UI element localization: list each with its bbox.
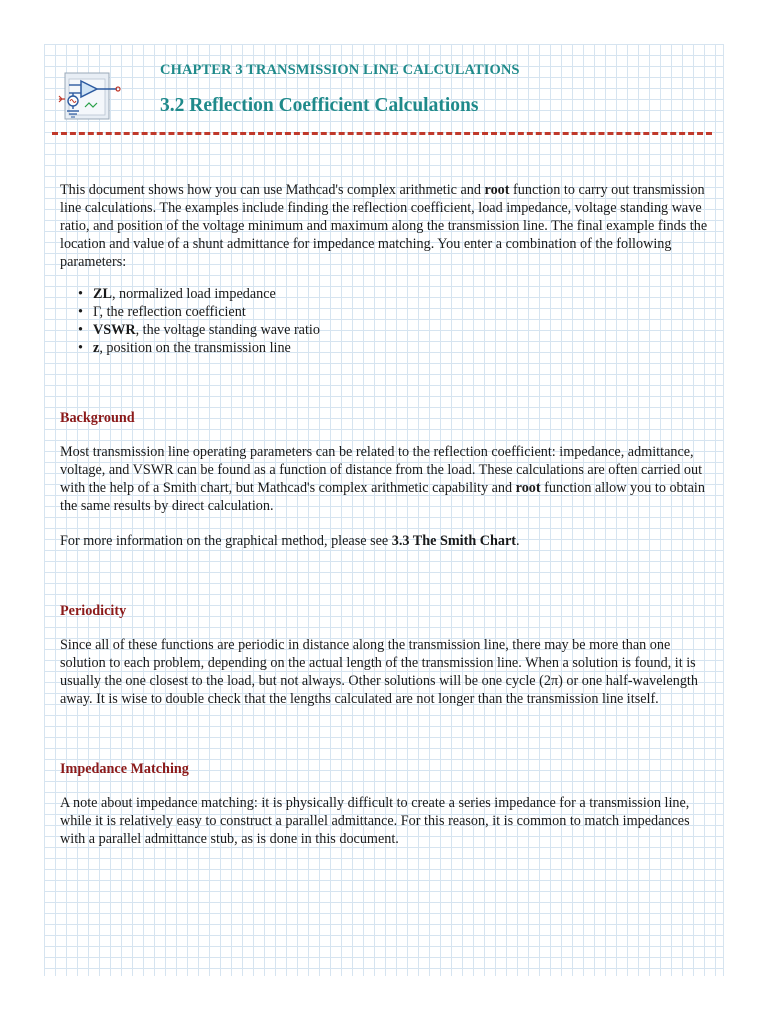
smith-chart-reference: For more information on the graphical method, please see 3.3 The Smith Chart. bbox=[60, 533, 520, 549]
list-item: • z, position on the transmission line bbox=[93, 339, 708, 357]
list-item: • VSWR, the voltage standing wave ratio bbox=[93, 321, 708, 339]
section-divider bbox=[52, 132, 712, 135]
document-body bbox=[60, 181, 708, 848]
background-heading: Background bbox=[60, 410, 135, 426]
chapter-title: CHAPTER 3 TRANSMISSION LINE CALCULATIONS bbox=[160, 62, 520, 78]
parameter-list bbox=[60, 285, 708, 357]
intro-paragraph: This document shows how you can use Mathcad's complex arithmetic and root function to carry out transmission line calculations. The examples include finding the reflection coefficient, load impedance, voltage standing wave ratio, and position of the voltage minimum and maximum along the transmission line. The final example finds the location and value of a shunt admittance for impedance matching. You enter a combination of the following parameters: bbox=[60, 182, 708, 270]
background-paragraph: Most transmission line operating parameters can be related to the reflection coefficient: impedance, admittance, voltage, and VSWR can be found as a function of distance from the load. These calculations are often carried out with the help of a Smith chart, but Mathcad's complex arithmetic capability and root function allow you to obtain the same results by direct calculation. bbox=[60, 444, 705, 514]
list-item: • ZL, normalized load impedance bbox=[93, 285, 708, 303]
impedance-matching-paragraph: A note about impedance matching: it is physically difficult to create a series impedance for a transmission line, while it is relatively easy to construct a parallel admittance. For this reason, it is common to match impedances with a parallel admittance stub, as is done in this document. bbox=[60, 795, 690, 847]
impedance-matching-heading: Impedance Matching bbox=[60, 761, 189, 777]
list-item: • Γ, the reflection coefficient bbox=[93, 303, 708, 321]
periodicity-paragraph: Since all of these functions are periodic in distance along the transmission line, there may be more than one solution to each problem, depending on the actual length of the transmission line. When a solution is found, it is usually the one closest to the load, but not always. Other solutions will be one cycle (2π) or one half-wavelength away. It is wise to double check that the lengths calculated are not longer than the transmission line itself. bbox=[60, 637, 698, 707]
section-title: 3.2 Reflection Coefficient Calculations bbox=[160, 95, 479, 116]
periodicity-heading: Periodicity bbox=[60, 603, 127, 619]
smith-chart-link[interactable]: 3.3 The Smith Chart bbox=[391, 533, 517, 549]
circuit-logo-icon bbox=[55, 71, 125, 127]
